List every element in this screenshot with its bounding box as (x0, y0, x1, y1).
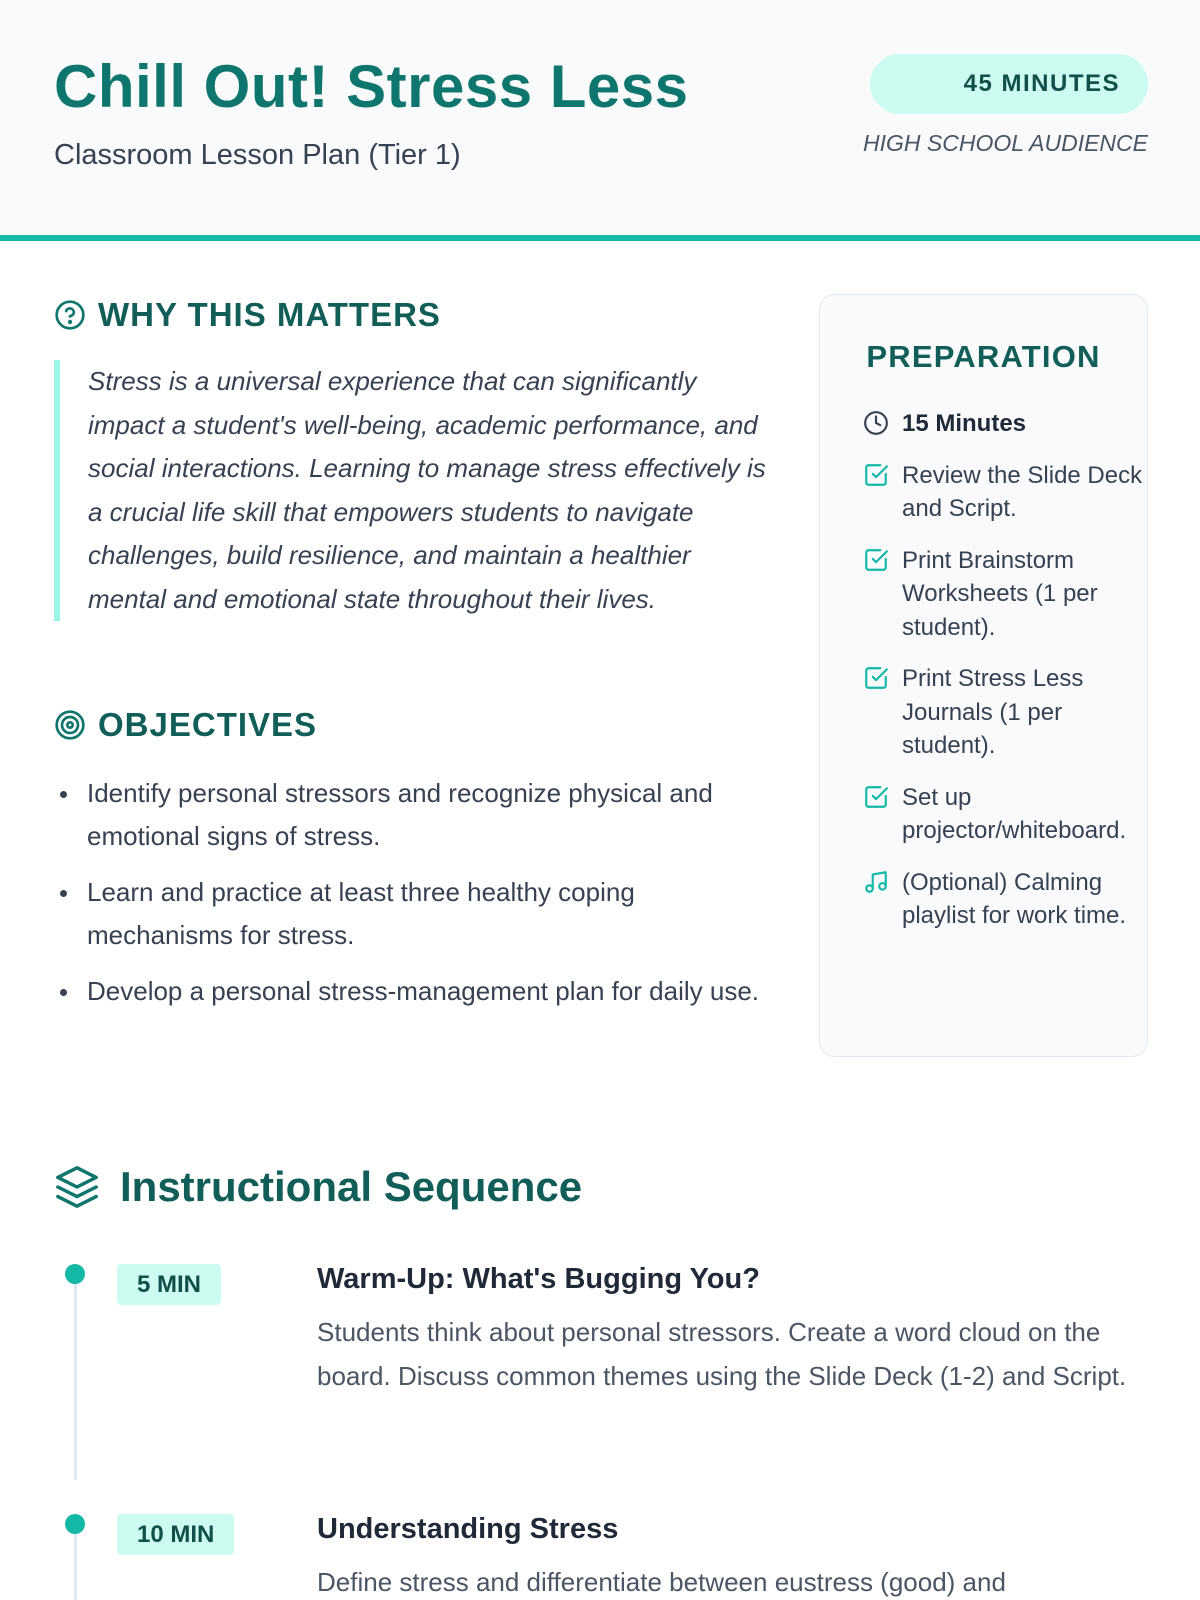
timeline-line (74, 1534, 77, 1600)
prep-item-text: Review the Slide Deck and Script. (902, 461, 1143, 522)
objective-item: Identify personal stressors and recognize physical and emotional signs of stress. (54, 772, 774, 858)
prep-item (862, 407, 1152, 441)
preparation-list (862, 407, 1152, 951)
prep-item-text: (Optional) Calming playlist for work time. (902, 868, 1127, 929)
prep-item-text: Print Brainstorm Worksheets (1 per student). (902, 546, 1098, 641)
prep-item (862, 781, 1152, 848)
step-description: Students think about personal stressors. Create a word cloud on the board. Discuss common themes using the Slide Deck (1-2) and Script. (317, 1317, 1127, 1391)
objectives-list (54, 772, 774, 1026)
why-section-heading (54, 296, 441, 334)
why-quote: Stress is a universal experience that can significantly impact a student's well-being, academic performance, and social interactions. Learning to manage stress effectively is a crucial life skill that empowers students to navigate challenges, build resilience, and maintain a healthier mental and emotional state throughout their lives. (54, 360, 766, 621)
clock-icon (862, 409, 890, 437)
page-header (0, 0, 1200, 241)
timeline-line (74, 1284, 77, 1480)
prep-item (862, 459, 1152, 526)
step-title: Warm-Up: What's Bugging You? (317, 1263, 760, 1295)
checkbox-icon (862, 461, 890, 489)
timeline-dot (65, 1514, 85, 1534)
checkbox-icon (862, 664, 890, 692)
timeline-dot (65, 1264, 85, 1284)
sequence-heading-text: Instructional Sequence (120, 1163, 583, 1210)
layers-icon (54, 1164, 100, 1210)
target-icon (54, 709, 86, 741)
checkbox-icon (862, 783, 890, 811)
prep-item (862, 866, 1152, 933)
prep-item (862, 662, 1152, 763)
page-title: Chill Out! Stress Less (54, 53, 689, 120)
objective-item: Learn and practice at least three healthy coping mechanisms for stress. (54, 871, 774, 957)
step-title: Understanding Stress (317, 1513, 619, 1545)
preparation-card (819, 294, 1148, 1057)
step-description: Define stress and differentiate between eustress (good) and (317, 1567, 1006, 1597)
step-time-badge: 10 MIN (117, 1514, 234, 1555)
objectives-heading-text: OBJECTIVES (98, 706, 318, 743)
prep-item (862, 544, 1152, 645)
preparation-heading: PREPARATION (866, 339, 1101, 374)
objectives-heading (54, 706, 317, 744)
step-time-badge: 5 MIN (117, 1264, 221, 1305)
why-heading-text: WHY THIS MATTERS (98, 296, 441, 333)
prep-item-text: Set up projector/whiteboard. (902, 783, 1127, 844)
question-circle-icon (54, 299, 86, 331)
page-subtitle: Classroom Lesson Plan (Tier 1) (54, 139, 461, 171)
sequence-heading (54, 1163, 582, 1211)
checkbox-icon (862, 546, 890, 574)
prep-item-text: Print Stress Less Journals (1 per student). (902, 665, 1084, 759)
music-icon (862, 868, 890, 896)
prep-item-text: 15 Minutes (902, 410, 1027, 437)
audience-label: HIGH SCHOOL AUDIENCE (863, 130, 1148, 156)
objective-item: Develop a personal stress-management plan for daily use. (54, 970, 774, 1013)
duration-badge: 45 MINUTES (870, 54, 1148, 114)
